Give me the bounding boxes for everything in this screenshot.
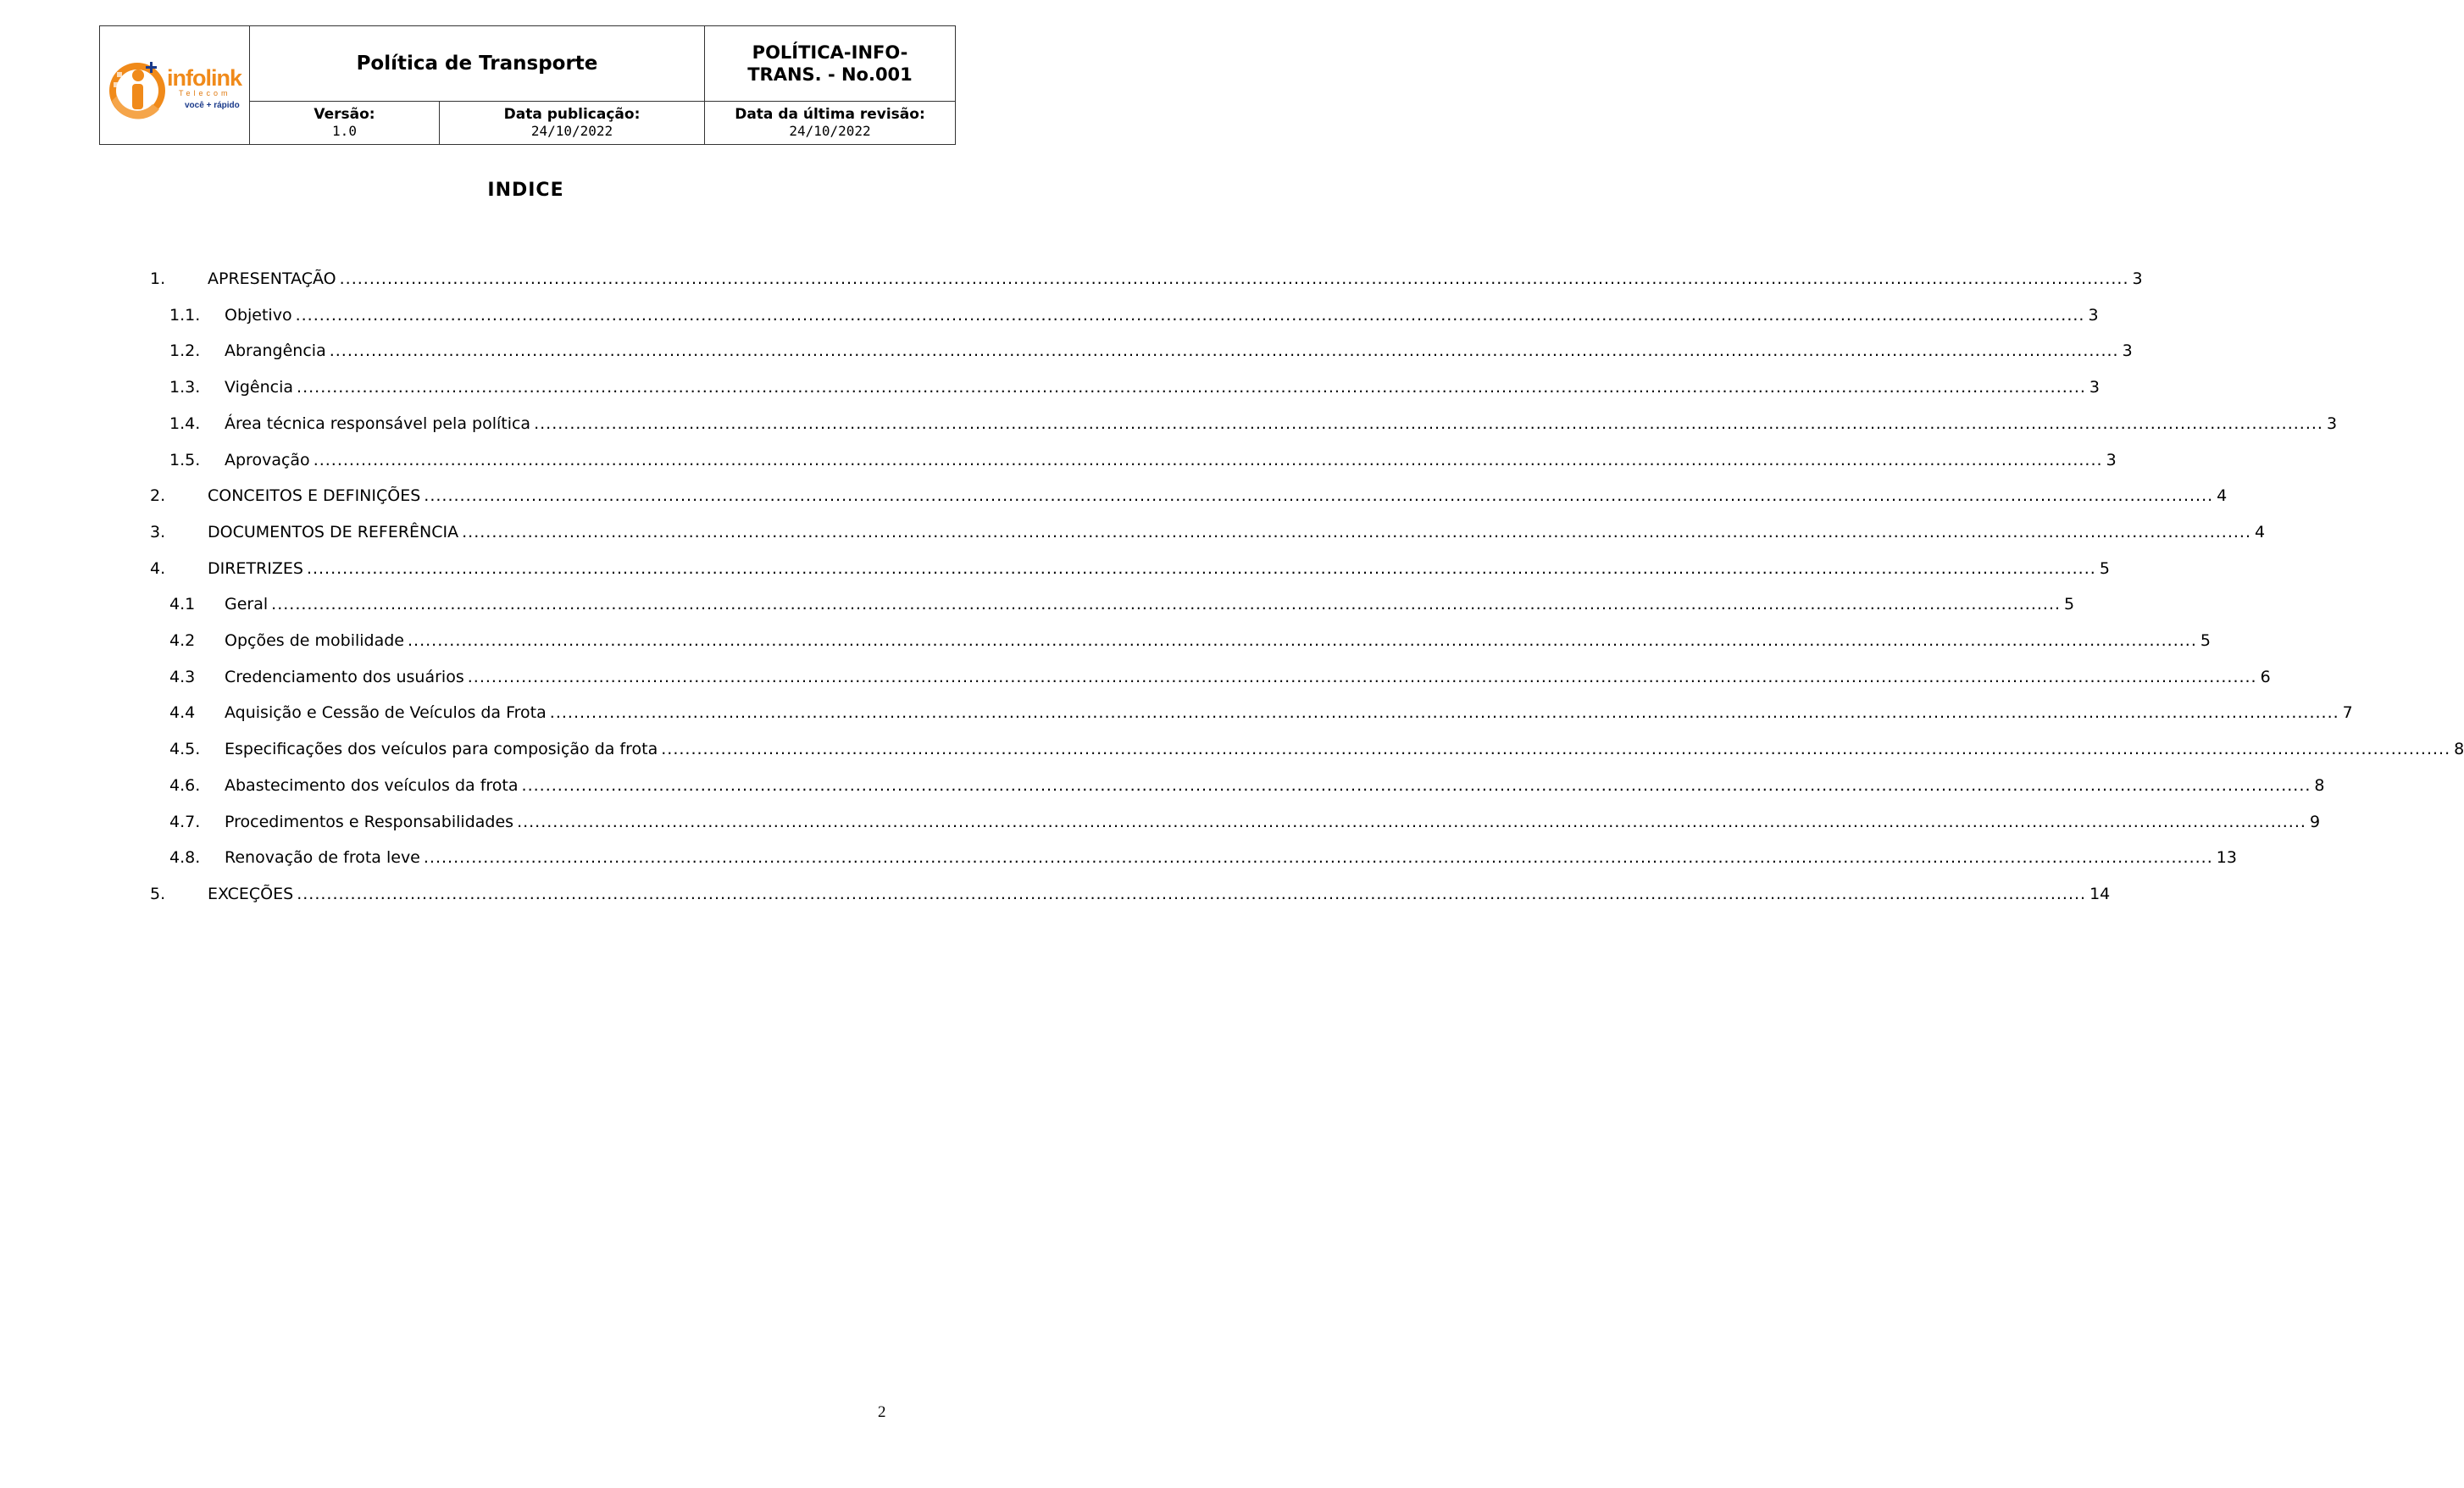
toc-item-number: 4.5. (169, 740, 201, 759)
toc-item-number: 4.4 (169, 703, 196, 723)
published-cell (440, 102, 705, 144)
toc-item-page: 13 (2216, 848, 2237, 868)
toc-item-number: 4.1 (169, 595, 196, 614)
toc-item-number: 4. (150, 558, 166, 578)
toc-item-number: 4.7. (169, 812, 201, 831)
toc-item-label: Vigência (225, 378, 294, 397)
toc-item-page: 4 (2255, 522, 2266, 541)
toc-item-label: Abrangência (225, 341, 326, 361)
toc-item-label: Objetivo (225, 305, 292, 325)
toc-item-page: 3 (2122, 341, 2133, 361)
toc-leader-dots: ............................................................................................................................................................................................................................................................................................................ (423, 848, 2213, 868)
logo-cell (100, 26, 250, 144)
toc-item-label: Geral (225, 595, 269, 614)
toc-leader-dots: ............................................................................................................................................................................................................................................................................................................ (534, 414, 2323, 433)
toc-item-page: 6 (2260, 667, 2271, 686)
toc-item-number: 4.6. (169, 775, 201, 795)
toc-item-page: 3 (2132, 269, 2143, 288)
toc-item[interactable] (0, 631, 2211, 653)
toc-item-page: 4 (2217, 486, 2228, 506)
toc-leader-dots: ............................................................................................................................................................................................................................................................................................................ (424, 486, 2214, 506)
toc-item-page: 8 (2454, 740, 2464, 759)
toc-item-number: 3. (150, 522, 166, 541)
toc-item-number: 1.1. (169, 305, 201, 325)
toc-item-number: 1.3. (169, 378, 201, 397)
toc-leader-dots: ............................................................................................................................................................................................................................................................................................................ (297, 884, 2087, 903)
toc-item-number: 4.8. (169, 848, 201, 868)
toc-leader-dots: ............................................................................................................................................................................................................................................................................................................ (297, 378, 2086, 397)
toc-item[interactable] (0, 522, 2266, 545)
toc-item-number: 4.3 (169, 667, 196, 686)
toc-item-label: DOCUMENTOS DE REFERÊNCIA (208, 522, 459, 541)
document-code (705, 26, 955, 102)
toc-item-page: 14 (2089, 884, 2111, 903)
toc-item-label: APRESENTAÇÃO (208, 269, 336, 288)
toc-leader-dots: ............................................................................................................................................................................................................................................................................................................ (271, 595, 2062, 614)
toc-item-label: Aprovação (225, 450, 310, 469)
toc-leader-dots: ............................................................................................................................................................................................................................................................................................................ (549, 703, 2339, 723)
toc-item-label: DIRETRIZES (208, 558, 303, 578)
toc-item[interactable] (0, 775, 2325, 798)
toc-item-number: 1.5. (169, 450, 201, 469)
toc-item[interactable] (0, 848, 2237, 870)
toc-item-label: Aquisição e Cessão de Veículos da Frota (225, 703, 547, 723)
toc-item-label: Credenciamento dos usuários (225, 667, 464, 686)
toc-item[interactable] (0, 884, 2111, 907)
revision-cell (705, 102, 955, 144)
toc-item-label: Renovação de frota leve (225, 848, 420, 868)
toc-leader-dots: ............................................................................................................................................................................................................................................................................................................ (661, 740, 2451, 759)
index-title: INDICE (487, 180, 564, 201)
toc-leader-dots: ............................................................................................................................................................................................................................................................................................................ (295, 305, 2085, 325)
toc-item-page: 5 (2064, 595, 2075, 614)
toc-item[interactable] (0, 558, 2110, 581)
toc-item-label: Opções de mobilidade (225, 631, 404, 650)
toc-leader-dots: ............................................................................................................................................................................................................................................................................................................ (313, 450, 2103, 469)
toc-item[interactable] (0, 812, 2321, 835)
toc-leader-dots: ............................................................................................................................................................................................................................................................................................................ (521, 775, 2311, 795)
document-code-line1: POLÍTICA-INFO- (752, 42, 908, 63)
toc-item-number: 1.2. (169, 341, 201, 361)
toc-item-page: 7 (2342, 703, 2353, 723)
toc-item[interactable] (0, 269, 2143, 291)
toc-item-number: 1.4. (169, 414, 201, 433)
version-value: 1.0 (332, 123, 357, 139)
toc-item-number: 5. (150, 884, 166, 903)
revision-value: 24/10/2022 (789, 123, 871, 139)
toc-item[interactable] (0, 667, 2271, 690)
toc-item-page: 3 (2326, 414, 2338, 433)
toc-item[interactable] (0, 305, 2099, 328)
logo-brand: infolink (167, 65, 241, 91)
toc-leader-dots: ............................................................................................................................................................................................................................................................................................................ (467, 667, 2257, 686)
toc-leader-dots: ............................................................................................................................................................................................................................................................................................................ (517, 812, 2306, 831)
toc-item-label: Especificações dos veículos para composição da frota (225, 740, 658, 759)
revision-label: Data da última revisão: (735, 106, 925, 123)
version-cell (250, 102, 440, 144)
toc-item-label: EXCEÇÕES (208, 884, 294, 903)
toc-item-number: 2. (150, 486, 166, 506)
published-label: Data publicação: (503, 106, 641, 123)
toc-item-number: 4.2 (169, 631, 196, 650)
toc-item-page: 9 (2309, 812, 2321, 831)
published-value: 24/10/2022 (530, 123, 613, 139)
toc-leader-dots: ............................................................................................................................................................................................................................................................................................................ (408, 631, 2197, 650)
toc-item[interactable] (0, 450, 2117, 473)
logo-subtitle: Telecom (179, 89, 231, 97)
document-header (99, 25, 956, 145)
toc-item-page: 5 (2099, 558, 2110, 578)
toc-item[interactable] (0, 740, 2464, 762)
toc-item[interactable] (0, 414, 2338, 436)
toc-item-page: 3 (2088, 305, 2099, 325)
toc-item[interactable] (0, 486, 2228, 508)
page-number: 2 (878, 1403, 886, 1421)
toc-leader-dots: ............................................................................................................................................................................................................................................................................................................ (462, 522, 2252, 541)
toc-item[interactable] (0, 595, 2075, 617)
toc-leader-dots: ............................................................................................................................................................................................................................................................................................................ (306, 558, 2096, 578)
toc-item-page: 3 (2106, 450, 2117, 469)
toc-item-number: 1. (150, 269, 166, 288)
toc-item-label: CONCEITOS E DEFINIÇÕES (208, 486, 421, 506)
toc-leader-dots: ............................................................................................................................................................................................................................................................................................................ (329, 341, 2119, 361)
toc-item[interactable] (0, 378, 2100, 400)
toc-item-label: Área técnica responsável pela política (225, 414, 531, 433)
toc-item-page: 8 (2314, 775, 2325, 795)
toc-leader-dots: ............................................................................................................................................................................................................................................................................................................ (339, 269, 2129, 288)
document-code-line2: TRANS. - No.001 (747, 64, 913, 85)
logo-tagline: você + rápido (185, 101, 240, 110)
document-title: Política de Transporte (250, 26, 705, 102)
toc-item[interactable] (0, 341, 2133, 364)
toc-item-label: Procedimentos e Responsabilidades (225, 812, 514, 831)
version-label: Versão: (314, 106, 375, 123)
toc-item[interactable] (0, 703, 2353, 725)
toc-item-label: Abastecimento dos veículos da frota (225, 775, 519, 795)
toc-item-page: 5 (2200, 631, 2211, 650)
toc-item-page: 3 (2089, 378, 2100, 397)
